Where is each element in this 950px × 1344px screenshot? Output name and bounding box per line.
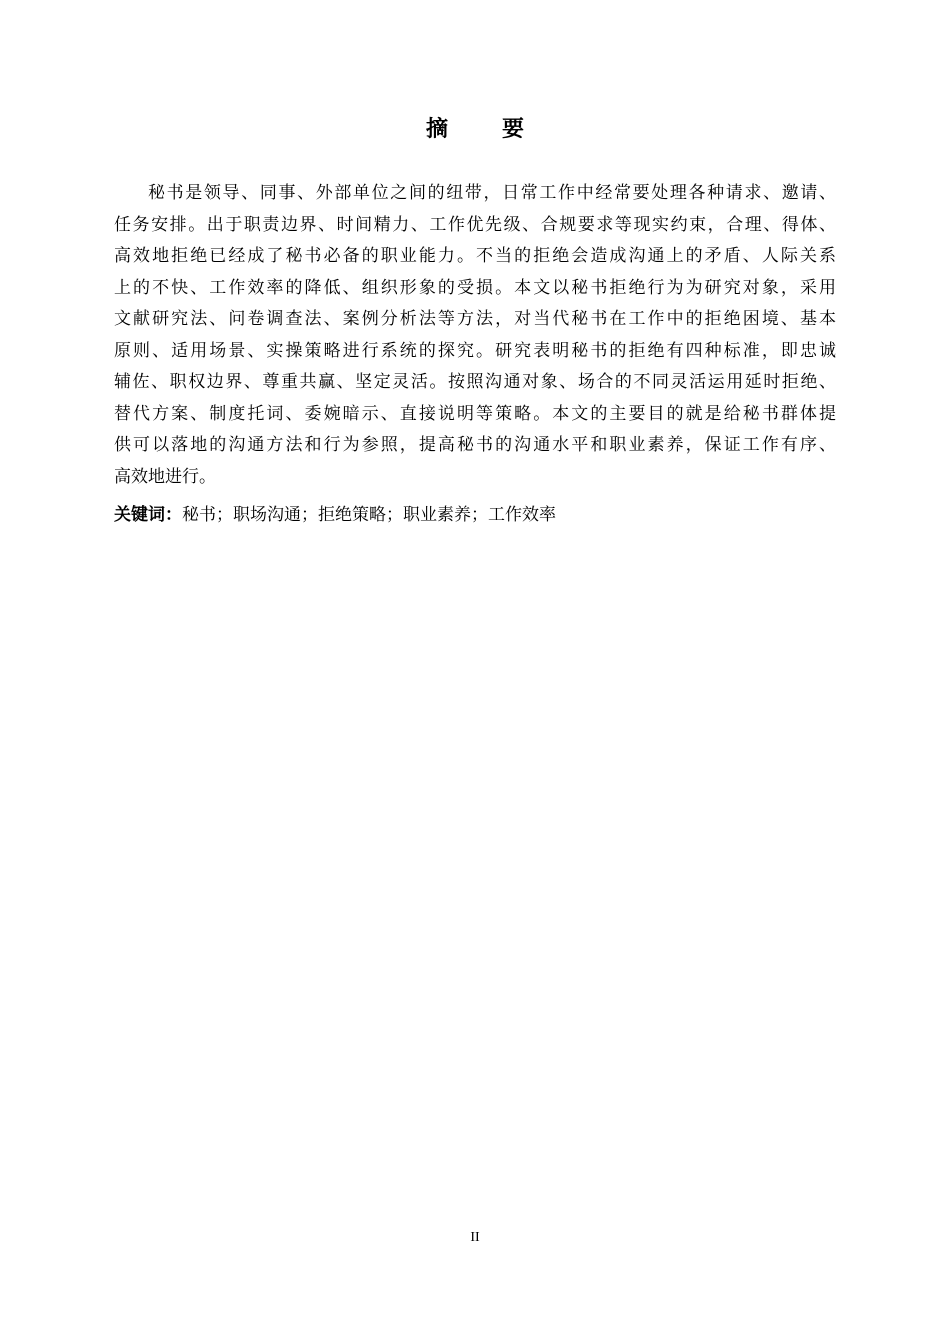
abstract-line: 高效地进行。 bbox=[114, 466, 216, 487]
keywords-text: 秘书；职场沟通；拒绝策略；职业素养；工作效率 bbox=[182, 505, 556, 525]
abstract-title-char-2: 要 bbox=[502, 117, 525, 142]
abstract-line: 文献研究法、问卷调查法、案例分析法等方法，对当代秘书在工作中的拒绝困境、基本 bbox=[114, 309, 836, 329]
abstract-line: 任务安排。出于职责边界、时间精力、工作优先级、合规要求等现实约束，合理、得体、 bbox=[114, 214, 836, 235]
abstract-line: 供可以落地的沟通方法和行为参照，提高秘书的沟通水平和职业素养，保证工作有序、 bbox=[114, 435, 836, 455]
abstract-body bbox=[114, 178, 836, 493]
keywords-paragraph bbox=[114, 500, 556, 531]
abstract-title-char-1: 摘 bbox=[425, 117, 448, 142]
page-number: II bbox=[470, 1230, 480, 1245]
abstract-title bbox=[0, 114, 950, 146]
abstract-line: 上的不快、工作效率的降低、组织形象的受损。本文以秘书拒绝行为为研究对象，采用 bbox=[114, 277, 836, 298]
keywords-label: 关键词： bbox=[114, 505, 182, 525]
abstract-line: 高效地拒绝已经成了秘书必备的职业能力。不当的拒绝会造成沟通上的矛盾、人际关系 bbox=[114, 246, 836, 266]
abstract-line: 替代方案、制度托词、委婉暗示、直接说明等策略。本文的主要目的就是给秘书群体提 bbox=[114, 403, 836, 424]
abstract-line: 原则、适用场景、实操策略进行系统的探究。研究表明秘书的拒绝有四种标准，即忠诚 bbox=[114, 340, 836, 361]
abstract-line: 秘书是领导、同事、外部单位之间的纽带，日常工作中经常要处理各种请求、邀请、 bbox=[148, 183, 836, 203]
abstract-line: 辅佐、职权边界、尊重共赢、坚定灵活。按照沟通对象、场合的不同灵活运用延时拒绝、 bbox=[114, 372, 836, 392]
